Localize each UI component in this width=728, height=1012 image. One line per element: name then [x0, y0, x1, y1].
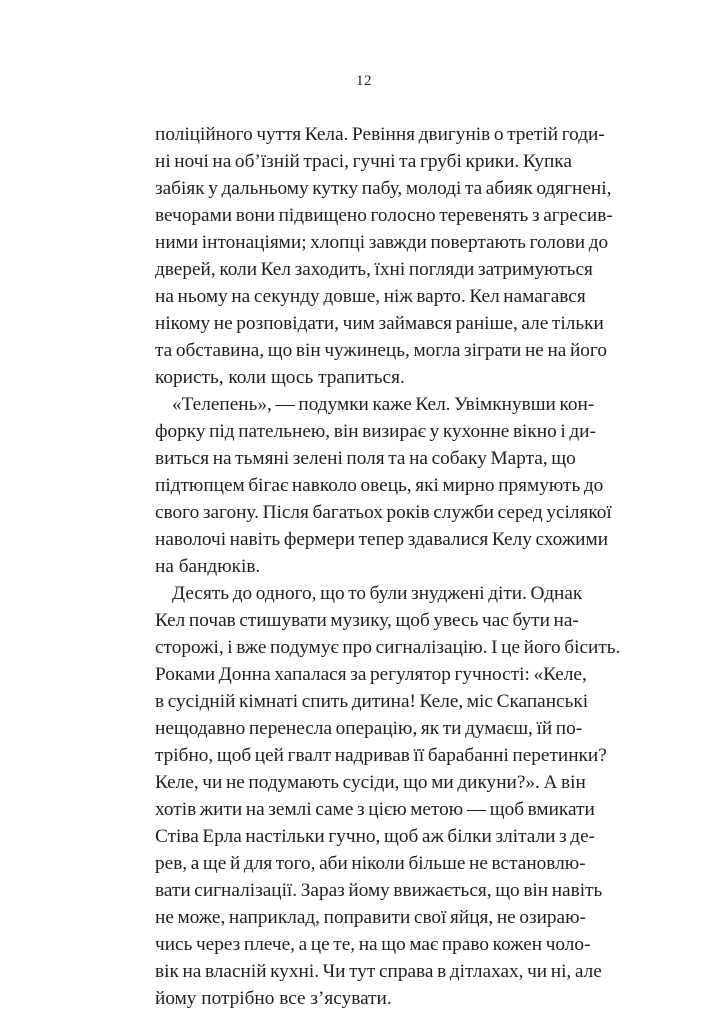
- text-line: Кел почав стишувати музику, щоб увесь час бути на-: [155, 610, 579, 631]
- text-line: не може, наприклад, поправити свої яйця, не озираю-: [155, 907, 586, 928]
- paragraph-2: [155, 391, 612, 580]
- text-line: наволочі навіть фермери тепер здавалися Келу схожими: [155, 529, 609, 550]
- paragraph-1: [155, 121, 613, 391]
- text-line: «Телепень», — подумки каже Кел. Увімкнувши кон-: [172, 394, 595, 415]
- text-line: нещодавно перенесла операцію, як ти думаєш, їй по-: [155, 718, 583, 739]
- text-line: забіяк у дальньому кутку пабу, молоді та абияк одягнені,: [155, 178, 612, 199]
- text-line: Роками Донна хапалася за регулятор гучності: «Келе,: [155, 664, 587, 685]
- text-line: сторожі, і вже подумує про сигналізацію. І це його бісить.: [155, 637, 621, 658]
- paragraph-3: [155, 580, 621, 1012]
- text-line: Келе, чи не подумають сусіди, що ми дикуни?». А він: [155, 772, 586, 793]
- text-line: в сусідній кімнаті спить дитина! Келе, міс Скапанські: [155, 691, 589, 712]
- text-line: рев, а ще й для того, аби ніколи більше не встановлю-: [155, 853, 586, 874]
- text-line: вік на власній кухні. Чи тут справа в дітлахах, чи ні, але: [155, 961, 602, 982]
- text-line: на ньому на секунду довше, ніж варто. Кел намагався: [155, 286, 586, 307]
- text-line: форку під пательнею, він визирає у кухонне вікно і ди-: [155, 421, 596, 442]
- text-line: на бандюків.: [155, 556, 261, 577]
- text-line: нікому не розповідати, чим займався раніше, але тільки: [155, 313, 604, 334]
- text-line: дверей, коли Кел заходить, їхні погляди затримуються: [155, 259, 593, 280]
- text-line: та обставина, що він чужинець, могла зіграти не на його: [155, 340, 608, 361]
- text-line: Стіва Ерла настільки гучно, щоб аж білки злітали з де-: [155, 826, 596, 847]
- text-line: користь, коли щось трапиться.: [155, 367, 405, 388]
- text-line: чись через плече, а це те, на що має право кожен чоло-: [155, 934, 591, 955]
- text-line: свого загону. Після багатьох років служби серед усілякої: [155, 502, 612, 523]
- page-number: 12: [356, 73, 372, 89]
- text-line: ними інтонаціями; хлопці завжди повертають голови до: [155, 232, 609, 253]
- text-line: вечорами вони підвищено голосно теревенять з агресив-: [155, 205, 613, 226]
- text-line: вати сигналізації. Зараз йому ввижається, що він навіть: [155, 880, 603, 901]
- body-text: [155, 121, 621, 1012]
- text-line: ні ночі на об’їзній трасі, гучні та грубі крики. Купка: [155, 151, 572, 172]
- text-line: поліційного чуття Кела. Ревіння двигунів о третій годи-: [155, 124, 605, 145]
- text-line: виться на тьмяні зелені поля та на собаку Марта, що: [155, 448, 576, 469]
- text-line: хотів жити на землі саме з цією метою — щоб вмикати: [155, 799, 595, 820]
- text-line: трібно, щоб цей гвалт надривав її барабанні перетинки?: [155, 745, 607, 766]
- text-line: Десять до одного, що то були знуджені діти. Однак: [172, 583, 583, 604]
- text-line: йому потрібно все з’ясувати.: [155, 988, 392, 1009]
- text-line: підтюпцем бігає навколо овець, які мирно прямують до: [155, 475, 604, 496]
